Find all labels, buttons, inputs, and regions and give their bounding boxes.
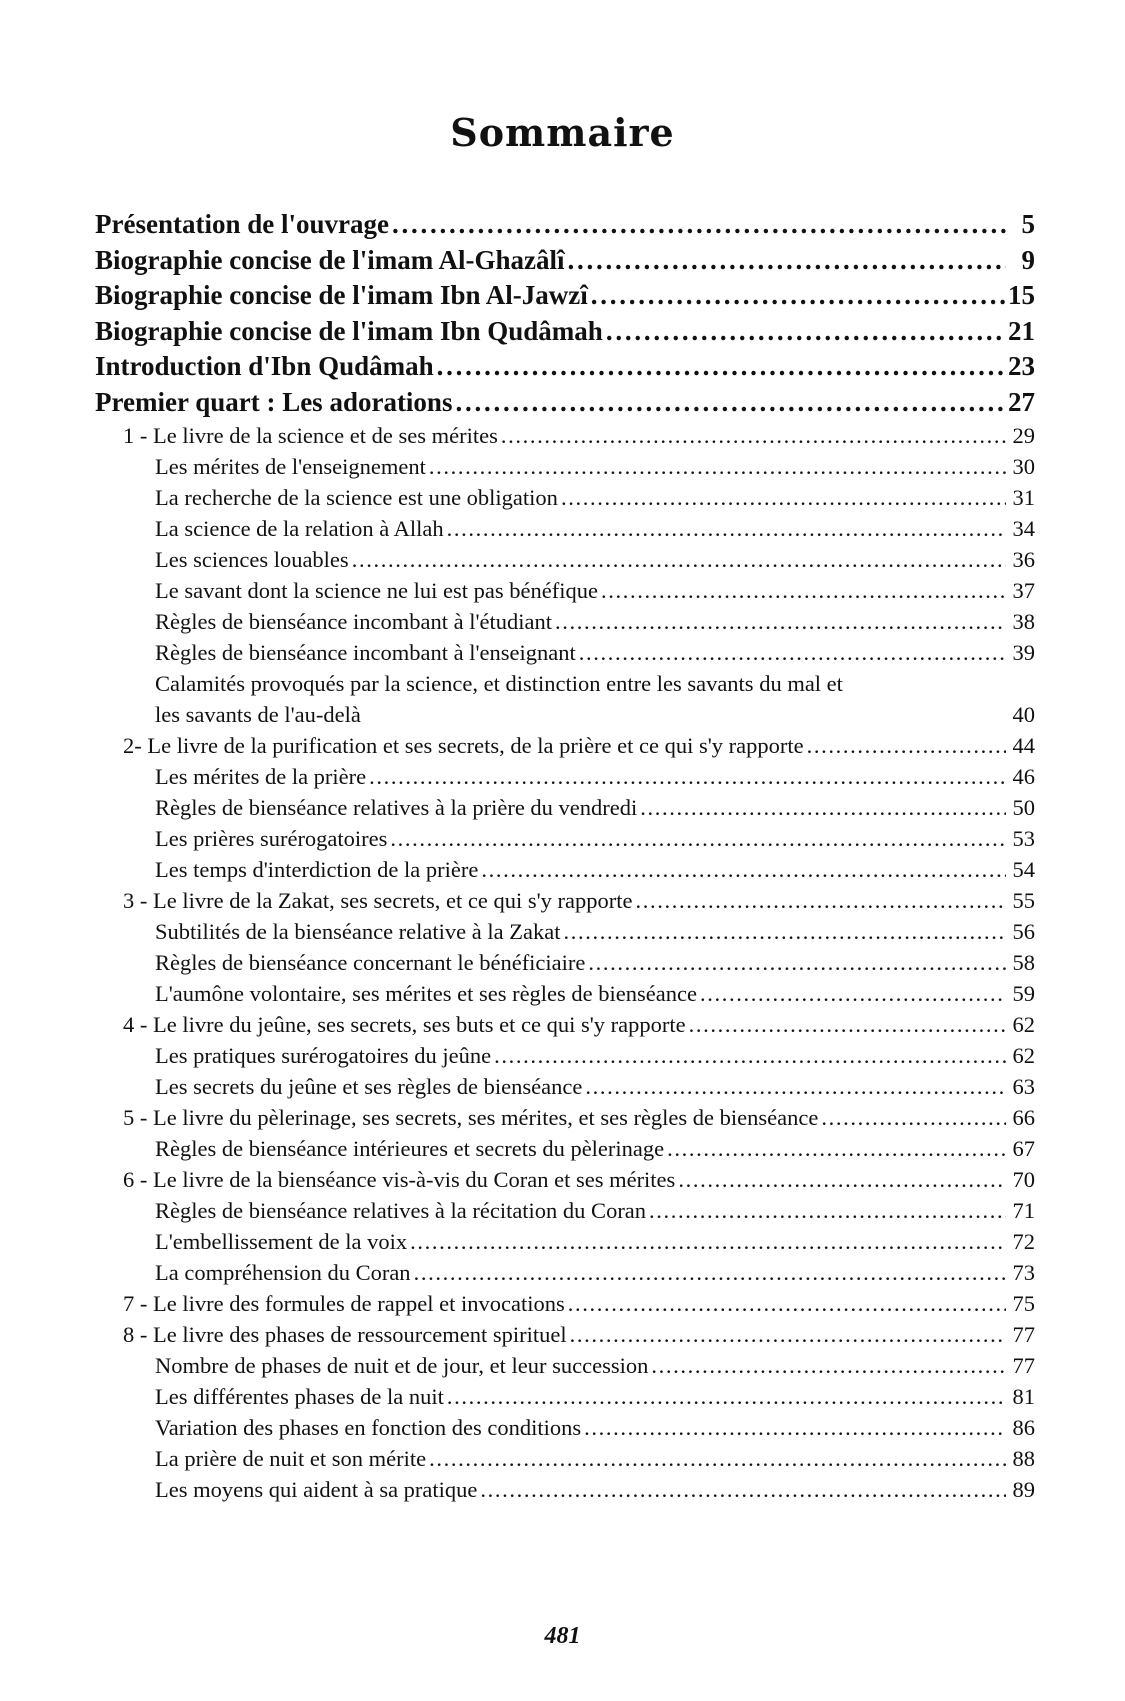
toc-entry[interactable]: [95, 243, 1035, 279]
toc-page-number: 59: [1012, 981, 1035, 1006]
dot-leader: [689, 1009, 1006, 1040]
dot-leader: [437, 349, 1005, 385]
dot-leader: [606, 314, 1005, 350]
toc-entry-title: La recherche de la science est une obligation: [155, 485, 558, 510]
dot-leader: [601, 575, 1006, 606]
dot-leader: [640, 792, 1006, 823]
toc-entry[interactable]: [95, 1133, 1035, 1164]
toc-page-number: 36: [1012, 547, 1035, 572]
toc-page-number: 31: [1012, 485, 1035, 510]
dot-leader: [567, 243, 1006, 279]
dot-leader: [429, 451, 1006, 482]
toc-entry-title: La prière de nuit et son mérite: [155, 1446, 427, 1471]
dot-leader: [700, 978, 1006, 1009]
toc-page-number: 89: [1012, 1477, 1035, 1502]
table-of-contents: [95, 207, 1035, 1505]
dot-leader: [392, 207, 1006, 243]
toc-entry-title: Les sciences louables: [155, 547, 349, 572]
dot-leader: [390, 823, 1006, 854]
dot-leader: [570, 1319, 1006, 1350]
toc-page-number: 21: [1008, 315, 1035, 346]
toc-page-number: 67: [1012, 1136, 1035, 1161]
toc-entry-title: 7 - Le livre des formules de rappel et invocations: [123, 1291, 565, 1316]
toc-entry-title-line1: Calamités provoqués par la science, et distinction entre les savants du mal et: [155, 671, 843, 696]
dot-leader: [447, 513, 1006, 544]
toc-entry[interactable]: [95, 1319, 1035, 1350]
toc-entry[interactable]: [95, 385, 1035, 421]
dot-leader: [481, 854, 1006, 885]
toc-entry-title: 2- Le livre de la purification et ses secrets, de la prière et ce qui s'y rapporte: [123, 733, 804, 758]
toc-entry[interactable]: [95, 947, 1035, 978]
dot-leader: [584, 1412, 1006, 1443]
dot-leader: [635, 885, 1006, 916]
toc-entry[interactable]: [95, 916, 1035, 947]
toc-entry[interactable]: [95, 1009, 1035, 1040]
toc-page-number: 27: [1008, 386, 1035, 417]
toc-page-number: 86: [1012, 1415, 1035, 1440]
toc-entry-title: Biographie concise de l'imam Al-Ghazâlî: [95, 244, 565, 275]
dot-leader: [649, 1195, 1006, 1226]
toc-entry-title: Les mérites de la prière: [155, 764, 367, 789]
dot-leader: [563, 916, 1006, 947]
dot-leader: [494, 1040, 1006, 1071]
toc-page-number: 66: [1012, 1105, 1035, 1130]
toc-entry-title: Les moyens qui aident à sa pratique: [155, 1477, 478, 1502]
toc-entry[interactable]: [95, 1412, 1035, 1443]
toc-entry-title: Les différentes phases de la nuit: [155, 1384, 444, 1409]
toc-page-number: 88: [1012, 1446, 1035, 1471]
toc-entry-title: 1 - Le livre de la science et de ses mérites: [123, 423, 498, 448]
toc-page-number: 29: [1012, 423, 1035, 448]
toc-entry[interactable]: [95, 606, 1035, 637]
dot-leader: [678, 1164, 1006, 1195]
toc-page-number: 53: [1012, 826, 1035, 851]
toc-page-number: 81: [1012, 1384, 1035, 1409]
toc-entry[interactable]: [95, 451, 1035, 482]
toc-page-number: 70: [1012, 1167, 1035, 1192]
toc-page-number: 39: [1012, 640, 1035, 665]
toc-entry-title: L'aumône volontaire, ses mérites et ses règles de bienséance: [155, 981, 697, 1006]
toc-page-number: 63: [1012, 1074, 1035, 1099]
toc-page-number: 58: [1012, 950, 1035, 975]
toc-entry[interactable]: [95, 1443, 1035, 1474]
toc-page-number: 37: [1012, 578, 1035, 603]
toc-page-number: 23: [1008, 351, 1035, 381]
toc-entry[interactable]: [95, 1195, 1035, 1226]
dot-leader: [579, 637, 1006, 668]
toc-entry[interactable]: [95, 482, 1035, 513]
toc-entry-title: Introduction d'Ibn Qudâmah: [95, 351, 434, 381]
toc-entry-title: Subtilités de la bienséance relative à la Zakat: [155, 919, 561, 944]
toc-entry-title: Règles de bienséance intérieures et secrets du pèlerinage: [155, 1136, 665, 1161]
toc-entry[interactable]: [95, 978, 1035, 1009]
dot-leader: [352, 544, 1006, 575]
toc-page-number: 73: [1012, 1260, 1035, 1285]
dot-leader: [429, 1443, 1006, 1474]
toc-entry[interactable]: [95, 1288, 1035, 1319]
toc-entry[interactable]: [95, 1474, 1035, 1505]
toc-entry-title: Les temps d'interdiction de la prière: [155, 857, 479, 882]
toc-entry[interactable]: [95, 1381, 1035, 1412]
page-title: Sommaire: [450, 110, 675, 155]
toc-page-number: 38: [1012, 609, 1035, 634]
toc-entry-title: Règles de bienséance incombant à l'enseignant: [155, 640, 576, 665]
toc-page-number: 71: [1012, 1198, 1035, 1223]
toc-entry-title: 6 - Le livre de la bienséance vis-à-vis du Coran et ses mérites: [123, 1167, 676, 1192]
toc-entry[interactable]: [95, 278, 1035, 314]
toc-entry-title: Biographie concise de l'imam Ibn Qudâmah: [95, 315, 603, 346]
toc-entry[interactable]: [95, 1164, 1035, 1195]
toc-entry-title: 3 - Le livre de la Zakat, ses secrets, et ce qui s'y rapporte: [123, 888, 633, 913]
toc-page-number: 62: [1012, 1012, 1035, 1037]
toc-entry-title: 5 - Le livre du pèlerinage, ses secrets, ses mérites, et ses règles de bienséance: [123, 1105, 819, 1130]
toc-entry-title: 8 - Le livre des phases de ressourcement spirituel: [123, 1322, 567, 1347]
toc-entry-title-line2: les savants de l'au-delà: [155, 702, 361, 727]
dot-leader: [821, 1102, 1006, 1133]
toc-entry-title: Règles de bienséance relatives à la récitation du Coran: [155, 1198, 647, 1223]
dot-leader: [414, 1257, 1006, 1288]
dot-leader: [591, 278, 1005, 314]
dot-leader: [651, 1350, 1006, 1381]
toc-entry[interactable]: [95, 1040, 1035, 1071]
toc-entry[interactable]: [95, 637, 1035, 668]
toc-page-number: 15: [1008, 280, 1035, 310]
toc-entry[interactable]: [95, 792, 1035, 823]
toc-entry[interactable]: [95, 668, 1035, 730]
toc-page-number: 55: [1012, 888, 1035, 913]
toc-page-number: 44: [1012, 733, 1035, 758]
toc-entry-title: Nombre de phases de nuit et de jour, et leur succession: [155, 1353, 649, 1378]
toc-entry[interactable]: [95, 730, 1035, 761]
toc-entry[interactable]: [95, 1071, 1035, 1102]
toc-entry[interactable]: [95, 823, 1035, 854]
dot-leader: [585, 1071, 1006, 1102]
toc-entry[interactable]: [95, 885, 1035, 916]
toc-page-number: 62: [1012, 1043, 1035, 1068]
dot-leader: [501, 420, 1006, 451]
toc-entry[interactable]: [95, 761, 1035, 792]
toc-entry-title: Les pratiques surérogatoires du jeûne: [155, 1043, 492, 1068]
toc-entry-title: Présentation de l'ouvrage: [95, 209, 389, 239]
toc-entry-title: Les prières surérogatoires: [155, 826, 388, 851]
toc-entry-title: 4 - Le livre du jeûne, ses secrets, ses buts et ce qui s'y rapporte: [123, 1012, 686, 1037]
toc-page-number: 77: [1012, 1322, 1035, 1347]
toc-entry-title: L'embellissement de la voix: [155, 1229, 408, 1254]
dot-leader: [568, 1288, 1006, 1319]
toc-entry-title: Premier quart : Les adorations: [95, 386, 453, 417]
toc-entry[interactable]: [95, 513, 1035, 544]
toc-entry-title: Le savant dont la science ne lui est pas bénéfique: [155, 578, 598, 603]
dot-leader: [555, 606, 1006, 637]
toc-page-number: 34: [1012, 516, 1035, 541]
toc-entry[interactable]: [95, 1226, 1035, 1257]
toc-page-number: 30: [1012, 454, 1035, 479]
toc-entry-title: Règles de bienséance incombant à l'étudiant: [155, 609, 553, 634]
dot-leader: [807, 730, 1006, 761]
toc-entry[interactable]: [95, 1257, 1035, 1288]
toc-entry[interactable]: [95, 420, 1035, 451]
toc-entry-title: La science de la relation à Allah: [155, 516, 444, 541]
toc-page-number: 54: [1012, 857, 1035, 882]
toc-entry-title: Variation des phases en fonction des conditions: [155, 1415, 582, 1440]
toc-entry[interactable]: [95, 575, 1035, 606]
dot-leader: [369, 761, 1006, 792]
dot-leader: [480, 1474, 1006, 1505]
toc-entry[interactable]: [95, 854, 1035, 885]
dot-leader: [561, 482, 1006, 513]
toc-page-number: 72: [1012, 1229, 1035, 1254]
toc-entry[interactable]: [95, 314, 1035, 350]
toc-page-number: 5: [1021, 209, 1035, 239]
dot-leader: [667, 1133, 1006, 1164]
toc-entry-title: Les secrets du jeûne et ses règles de bienséance: [155, 1074, 583, 1099]
dot-leader: [455, 385, 1005, 421]
toc-page-number: 9: [1021, 244, 1035, 275]
toc-entry[interactable]: [95, 1350, 1035, 1381]
dot-leader: [588, 947, 1006, 978]
toc-page-number: 75: [1012, 1291, 1035, 1316]
toc-entry[interactable]: [95, 544, 1035, 575]
toc-entry[interactable]: [95, 207, 1035, 243]
toc-entry-title: Les mérites de l'enseignement: [155, 454, 426, 479]
toc-page-number: 40: [1012, 702, 1035, 727]
toc-entry-title: Règles de bienséance concernant le bénéficiaire: [155, 950, 586, 975]
toc-page-number: 77: [1012, 1353, 1035, 1378]
dot-leader: [447, 1381, 1006, 1412]
toc-page-number: 50: [1012, 795, 1035, 820]
dot-leader: [410, 1226, 1006, 1257]
toc-page-number: 46: [1012, 764, 1035, 789]
toc-entry-title: Biographie concise de l'imam Ibn Al-Jawzî: [95, 280, 588, 310]
toc-entry[interactable]: [95, 1102, 1035, 1133]
toc-entry-title: La compréhension du Coran: [155, 1260, 411, 1285]
toc-entry-title: Règles de bienséance relatives à la prière du vendredi: [155, 795, 638, 820]
toc-page-number: 56: [1012, 919, 1035, 944]
page-number-footer: 481: [544, 1623, 581, 1649]
toc-entry[interactable]: [95, 349, 1035, 385]
